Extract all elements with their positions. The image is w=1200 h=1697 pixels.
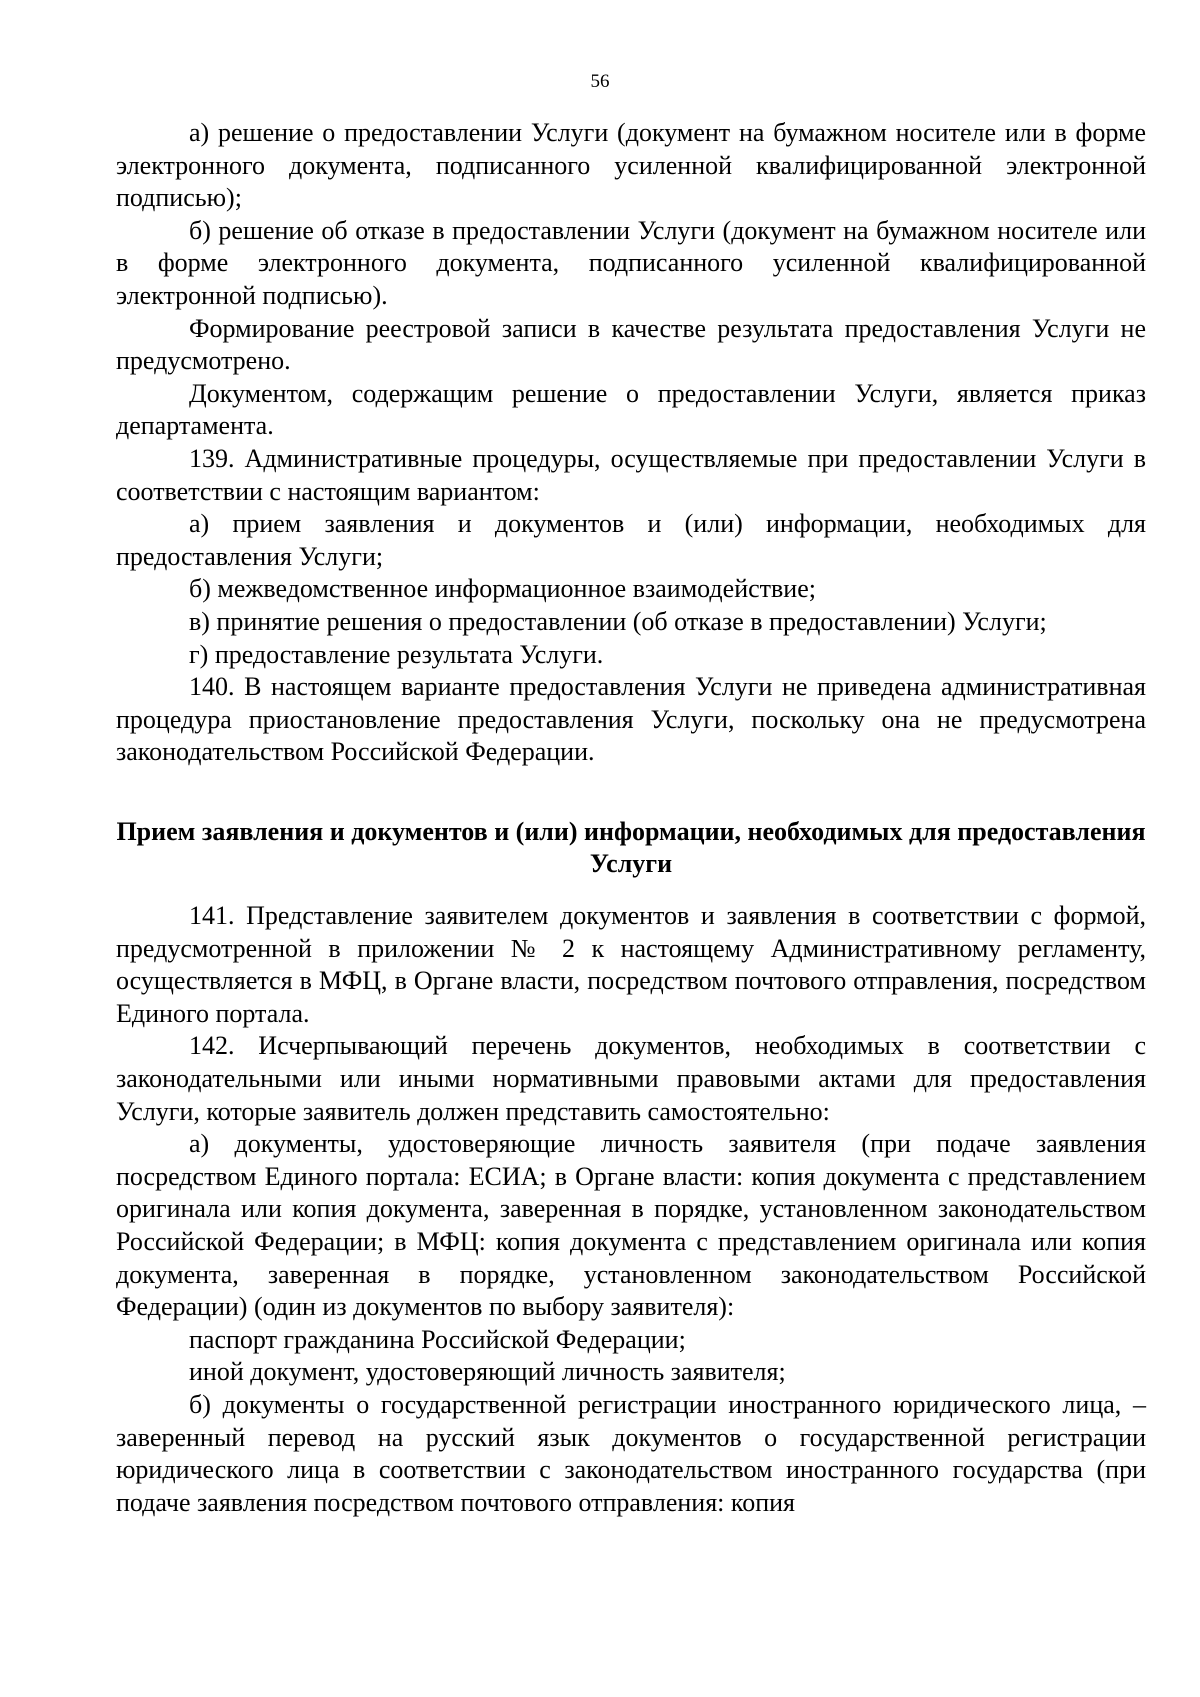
page-number: 56 bbox=[590, 71, 610, 92]
list-item-passport: паспорт гражданина Российской Федерации; bbox=[189, 1324, 686, 1354]
list-item-142-b: б) документы о государственной регистрации иностранного юридического лица, – заверенный перевод на русский язык документов о государственной регистрации юридического лица в соответствии с законодательством иностранного государства (при подаче заявления посредством почтового отправления: копия bbox=[116, 1389, 1146, 1517]
paragraph-result-refusal: б) решение об отказе в предоставлении Услуги (документ на бумажном носителе или в форме электронного документа, подписанного усиленной квалифицированной электронной подписью). bbox=[116, 215, 1146, 310]
list-item-139-g: г) предоставление результата Услуги. bbox=[189, 639, 604, 669]
list-item-other-id: иной документ, удостоверяющий личность заявителя; bbox=[189, 1357, 786, 1387]
section-heading: Прием заявления и документов и (или) информации, необходимых для предоставления Услуги bbox=[116, 817, 1146, 878]
paragraph-139: 139. Административные процедуры, осуществляемые при предоставлении Услуги в соответствии с настоящим вариантом: bbox=[116, 443, 1146, 506]
paragraph-registry-record: Формирование реестровой записи в качестве результата предоставления Услуги не предусмотрено. bbox=[116, 313, 1146, 376]
list-item-139-v: в) принятие решения о предоставлении (об отказе в предоставлении) Услуги; bbox=[189, 606, 1047, 636]
text-block-bottom bbox=[116, 900, 1146, 1519]
paragraph-decision-document: Документом, содержащим решение о предоставлении Услуги, является приказ департамента. bbox=[116, 378, 1146, 441]
paragraph-result-decision: а) решение о предоставлении Услуги (документ на бумажном носителе или в форме электронного документа, подписанного усиленной квалифицированной электронной подписью); bbox=[116, 118, 1146, 213]
text-block-top bbox=[116, 117, 1146, 769]
list-item-139-a: а) прием заявления и документов и (или) информации, необходимых для предоставления Услуги; bbox=[116, 509, 1146, 571]
paragraph-141: 141. Представление заявителем документов и заявления в соответствии с формой, предусмотренной в приложении № 2 к настоящему Административному регламенту, осуществляется в МФЦ, в Органе власти, посредством почтового отправления, посредством Единого портала. bbox=[116, 901, 1146, 1028]
list-item-139-b: б) межведомственное информационное взаимодействие; bbox=[189, 574, 816, 604]
list-item-142-a: а) документы, удостоверяющие личность заявителя (при подаче заявления посредством Единого портала: ЕСИА; в Органе власти: копия документа с представлением оригинала или копия документа, заверенная в порядке, установленном законодательством Российской Федерации; в МФЦ: копия документа с представлением оригинала или копия документа, заверенная в порядке, установленном законодательством Российской Федерации) (один из документов по выбору заявителя): bbox=[116, 1129, 1146, 1322]
paragraph-142: 142. Исчерпывающий перечень документов, необходимых в соответствии с законодательными или иными нормативными правовыми актами для предоставления Услуги, которые заявитель должен представить самостоятельно: bbox=[116, 1031, 1146, 1126]
paragraph-140: 140. В настоящем варианте предоставления Услуги не приведена административная процедура приостановление предоставления Услуги, поскольку она не предусмотрена законодательством Российской Федерации. bbox=[116, 672, 1146, 767]
